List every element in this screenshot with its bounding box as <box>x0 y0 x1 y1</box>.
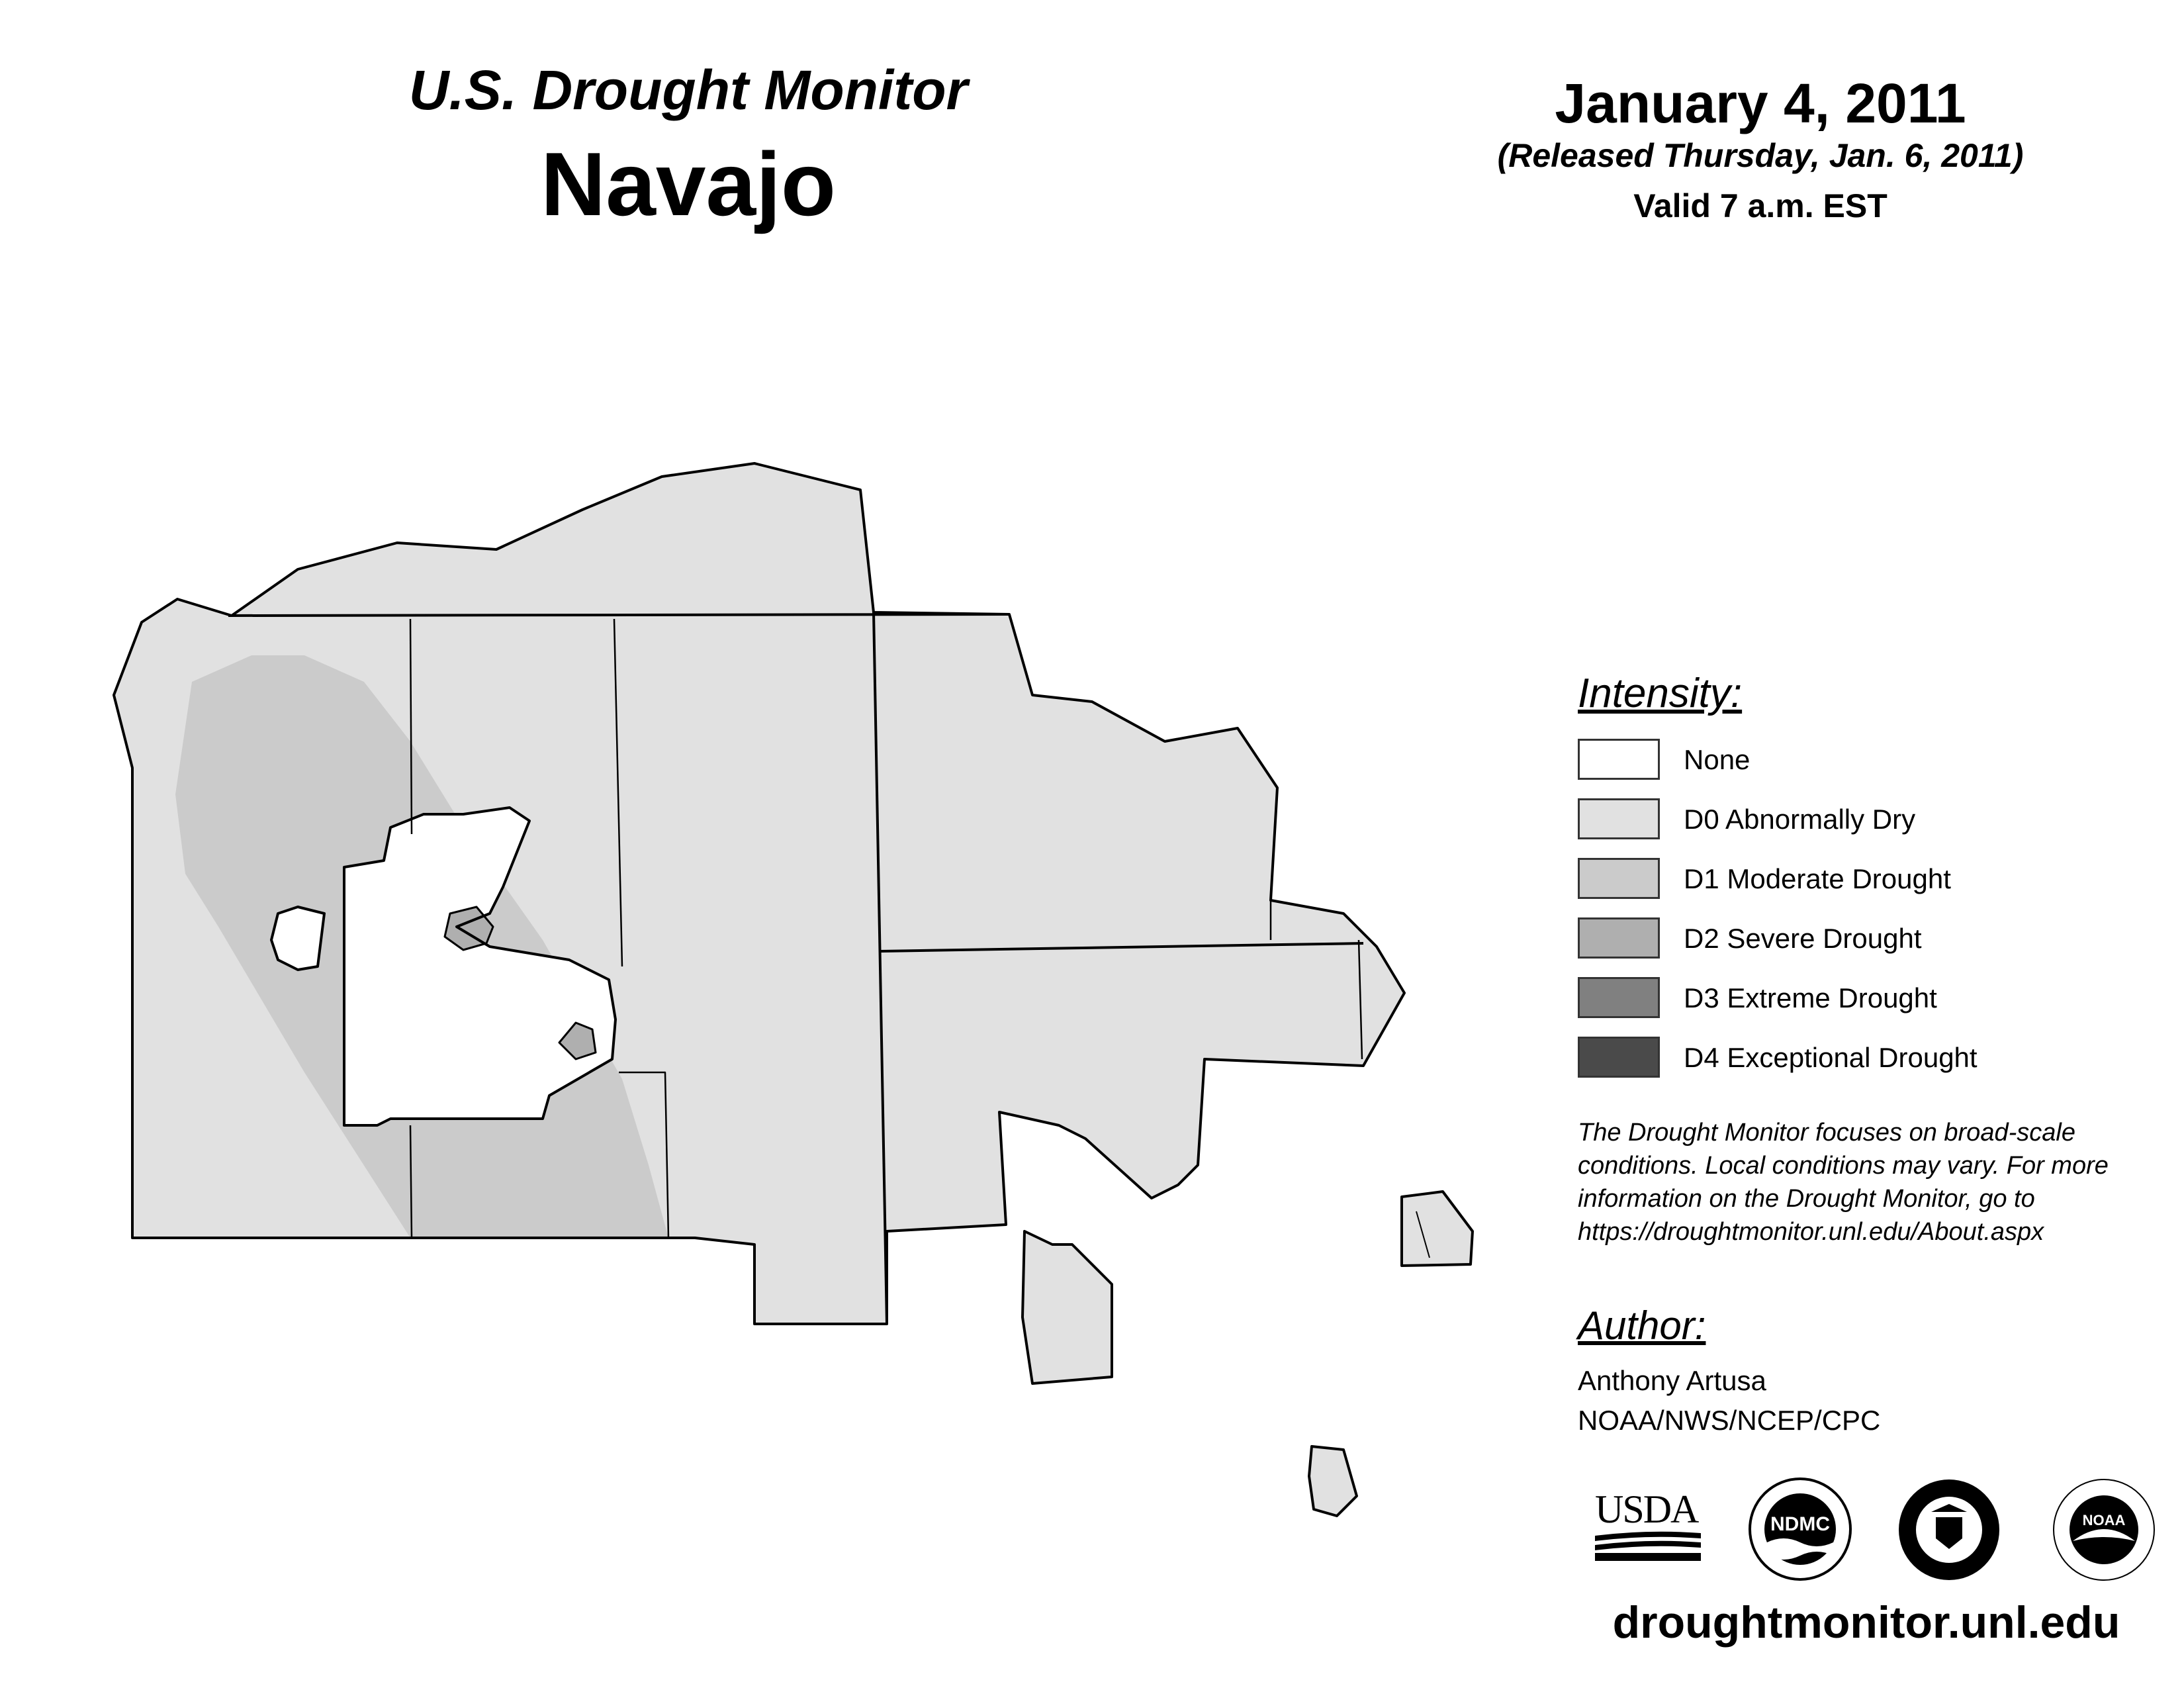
usda-logo <box>1595 1489 1701 1564</box>
website-link[interactable]: droughtmonitor.unl.edu <box>1612 1597 2120 1648</box>
legend-swatch <box>1578 798 1660 839</box>
legend-label: None <box>1684 744 1751 775</box>
map-subtitle: U.S. Drought Monitor <box>408 59 968 121</box>
legend-swatch <box>1578 917 1660 959</box>
ndmc-logo <box>1747 1476 1853 1582</box>
legend-label: D0 Abnormally Dry <box>1684 804 1916 835</box>
legend-swatch <box>1578 1037 1660 1078</box>
map-date: January 4, 2011 <box>1555 72 1966 134</box>
author-heading: Author: <box>1578 1303 1706 1348</box>
legend-label: D3 Extreme Drought <box>1684 982 1937 1013</box>
noaa-logo <box>2052 1477 2156 1582</box>
ndmc-logo-text: NDMC <box>1770 1513 1830 1535</box>
release-date: (Released Thursday, Jan. 6, 2011) <box>1497 137 2024 174</box>
disclaimer-text: The Drought Monitor focuses on broad-scale conditions. Local conditions may vary. For more information on the Drought Monitor, go to https://droughtmonitor.unl.edu/About.aspx <box>1578 1119 2109 1246</box>
legend-swatch <box>1578 739 1660 780</box>
noaa-seal-icon <box>2052 1477 2156 1582</box>
map-title: Navajo <box>541 134 836 234</box>
legend-label: D1 Moderate Drought <box>1684 863 1951 894</box>
usda-logo-text: USDA <box>1595 1487 1698 1531</box>
author-name: Anthony Artusa <box>1578 1365 1766 1396</box>
legend-label: D2 Severe Drought <box>1684 923 1922 954</box>
usda-logo-field-icon <box>1595 1529 1701 1562</box>
author-organization: NOAA/NWS/NCEP/CPC <box>1578 1405 1881 1436</box>
commerce-seal-logo <box>1897 1477 2001 1582</box>
legend-swatch <box>1578 858 1660 899</box>
svg-text:NOAA: NOAA <box>2082 1512 2126 1528</box>
legend-title: Intensity: <box>1578 671 1743 716</box>
legend-swatch <box>1578 977 1660 1018</box>
valid-time: Valid 7 a.m. EST <box>1633 187 1888 224</box>
legend-label: D4 Exceptional Drought <box>1684 1042 1978 1073</box>
department-of-commerce-seal-icon <box>1897 1477 2001 1582</box>
